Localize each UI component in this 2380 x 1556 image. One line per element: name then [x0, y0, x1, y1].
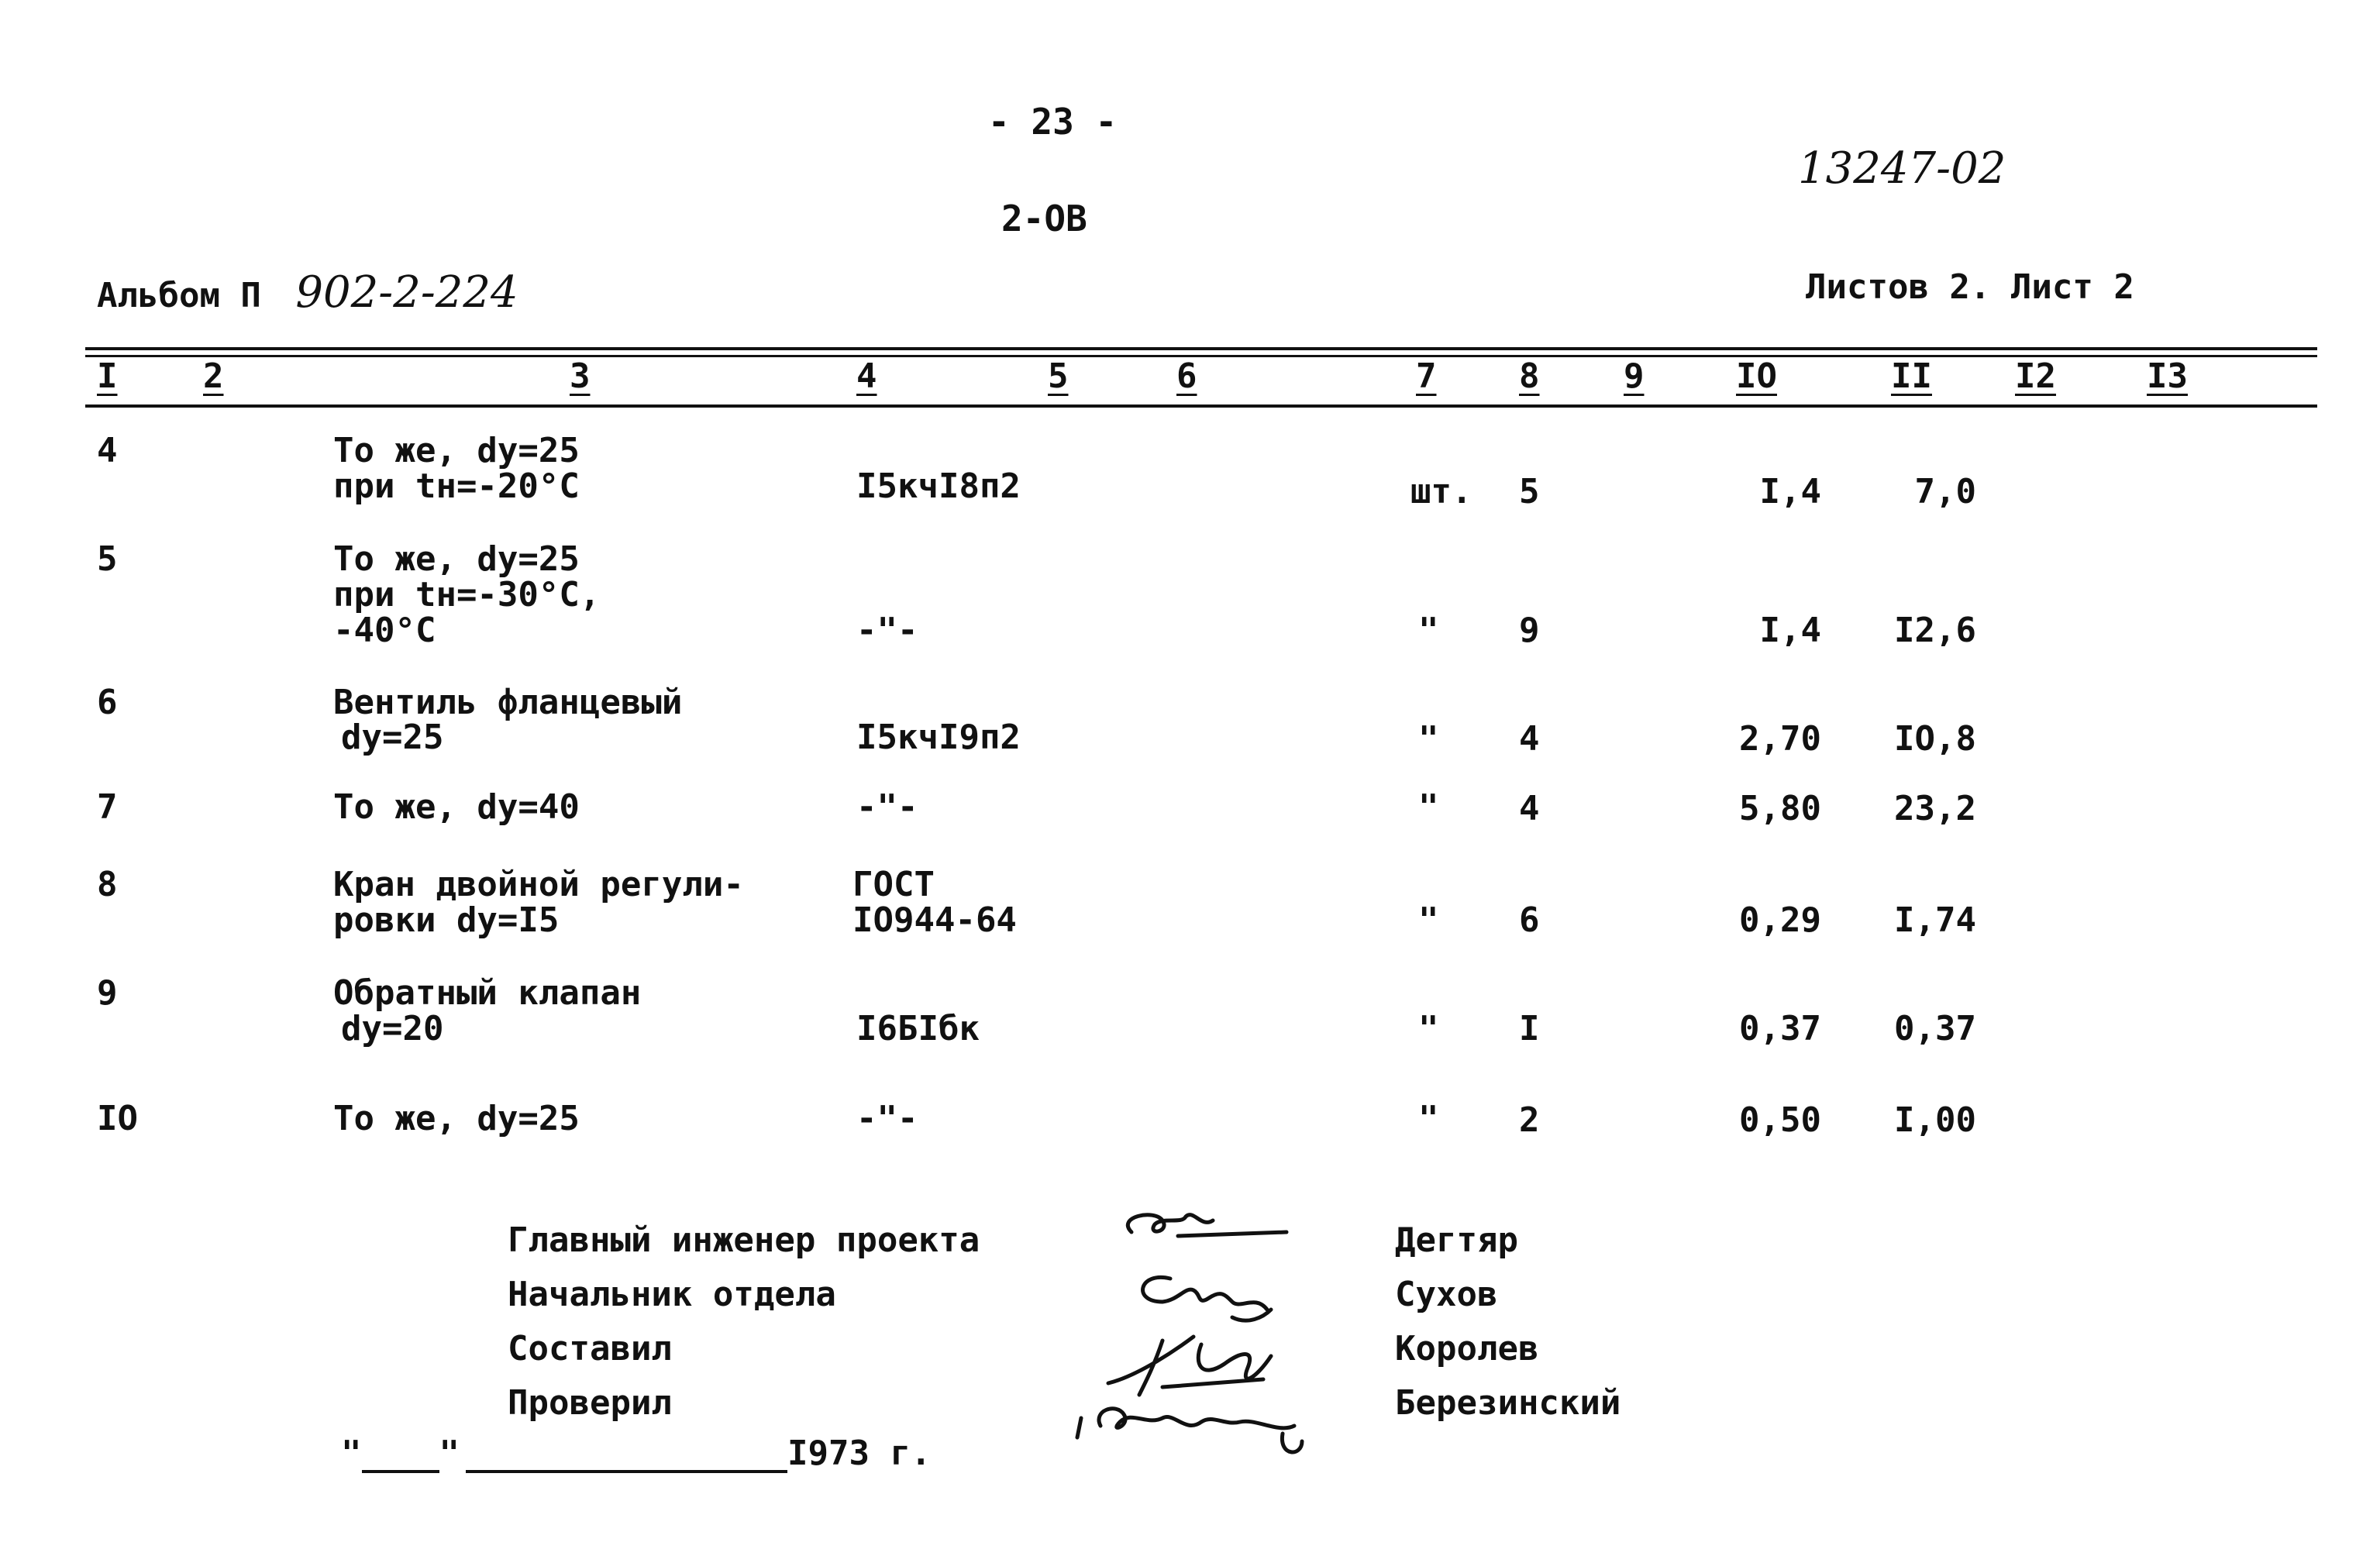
date-year: I973 г.	[787, 1434, 932, 1473]
signatory-role: Составил	[508, 1329, 672, 1368]
signatory-role: Проверил	[508, 1383, 672, 1423]
month-blank	[466, 1439, 787, 1473]
signatory-name: Березинский	[1395, 1383, 1621, 1423]
item-unit: "	[1418, 1009, 1439, 1048]
signatory-name: Сухов	[1395, 1275, 1498, 1314]
position-number: IO	[97, 1099, 138, 1138]
item-mark-line: ГОСТ	[852, 865, 935, 904]
item-name-line: -40°С	[333, 611, 436, 650]
signatory-name: Королев	[1395, 1329, 1539, 1368]
position-number: 9	[97, 973, 118, 1013]
item-total-mass: IO,8	[1894, 719, 1976, 759]
table-top-rule	[85, 347, 2317, 350]
item-unit-mass: 0,50	[1739, 1100, 1821, 1140]
position-number: 6	[97, 683, 118, 722]
column-number: 7	[1416, 356, 1437, 396]
table-header-bottom-rule	[85, 404, 2317, 408]
item-total-mass: 23,2	[1894, 789, 1976, 828]
item-name-line: То же, dу=25	[333, 539, 580, 579]
position-number: 4	[97, 431, 118, 470]
item-name-line: Кран двойной регули-	[333, 865, 744, 904]
document-number: 13247-02	[1798, 143, 2006, 194]
item-mark: -"-	[856, 787, 918, 827]
item-name-line: при tн=-20°С	[333, 466, 580, 506]
item-unit: шт.	[1410, 472, 1472, 511]
column-number: I3	[2147, 356, 2188, 396]
item-mark: I6БIбк	[856, 1009, 980, 1048]
date-line	[341, 1434, 931, 1473]
item-unit: "	[1418, 1099, 1439, 1138]
date-quote-close: "	[439, 1434, 460, 1473]
item-unit-mass: 5,80	[1739, 789, 1821, 828]
column-number: 8	[1519, 356, 1540, 396]
item-quantity: 4	[1519, 719, 1540, 759]
column-number: 2	[203, 356, 224, 396]
signatory-name: Дегтяр	[1395, 1220, 1518, 1260]
position-number: 7	[97, 787, 118, 827]
item-quantity: I	[1519, 1009, 1540, 1048]
item-total-mass: I,00	[1894, 1100, 1976, 1140]
item-name-line: dу=20	[341, 1009, 444, 1048]
sheet-code: 2-ОВ	[1001, 198, 1087, 239]
column-number: 4	[856, 356, 877, 396]
item-quantity: 2	[1519, 1100, 1540, 1140]
album-number: 902-2-224	[295, 267, 518, 318]
item-name-line: dу=25	[341, 718, 444, 757]
day-blank	[362, 1439, 439, 1473]
item-quantity: 9	[1519, 611, 1540, 650]
item-name-line: ровки dу=I5	[333, 900, 560, 940]
item-unit-mass: 0,29	[1739, 900, 1821, 940]
item-unit: "	[1418, 900, 1439, 940]
column-number: 9	[1624, 356, 1645, 396]
column-number: I	[97, 356, 118, 396]
item-name-line: Вентиль фланцевый	[333, 683, 683, 722]
item-name-line: То же, dу=25	[333, 1099, 580, 1138]
item-quantity: 5	[1519, 472, 1540, 511]
handwritten-signatures	[1046, 1201, 1341, 1472]
item-mark: -"-	[856, 611, 918, 650]
item-quantity: 4	[1519, 789, 1540, 828]
item-total-mass: 0,37	[1894, 1009, 1976, 1048]
album-prefix: Альбом П	[97, 276, 261, 315]
item-unit: "	[1418, 787, 1439, 827]
page-number: - 23 -	[988, 101, 1118, 143]
item-total-mass: 7,0	[1914, 472, 1976, 511]
item-name-line: То же, dу=25	[333, 431, 580, 470]
signatory-role: Главный инженер проекта	[508, 1220, 980, 1260]
position-number: 8	[97, 865, 118, 904]
item-unit-mass: I,4	[1759, 472, 1821, 511]
item-unit: "	[1418, 719, 1439, 759]
item-total-mass: I2,6	[1894, 611, 1976, 650]
item-mark-line: IO944-64	[852, 900, 1017, 940]
date-quote-open: "	[341, 1434, 362, 1473]
item-total-mass: I,74	[1894, 900, 1976, 940]
sheets-info: Листов 2. Лист 2	[1806, 267, 2134, 307]
item-quantity: 6	[1519, 900, 1540, 940]
column-number: 6	[1176, 356, 1197, 396]
item-mark: I5кчI8п2	[856, 466, 1021, 506]
column-number: 3	[570, 356, 591, 396]
item-name-line: при tн=-30°С,	[333, 575, 601, 614]
item-name-line: То же, dу=40	[333, 787, 580, 827]
position-number: 5	[97, 539, 118, 579]
item-unit-mass: 2,70	[1739, 719, 1821, 759]
column-number: I2	[2015, 356, 2056, 396]
signatory-role: Начальник отдела	[508, 1275, 836, 1314]
column-number: II	[1891, 356, 1932, 396]
column-number: 5	[1048, 356, 1069, 396]
item-mark: I5кчI9п2	[856, 718, 1021, 757]
item-unit-mass: I,4	[1759, 611, 1821, 650]
album-line	[97, 267, 518, 318]
column-number: IO	[1736, 356, 1777, 396]
item-name-line: Обратный клапан	[333, 973, 642, 1013]
table-top-rule-inner	[85, 355, 2317, 357]
item-unit: "	[1418, 611, 1439, 650]
item-mark: -"-	[856, 1099, 918, 1138]
item-unit-mass: 0,37	[1739, 1009, 1821, 1048]
